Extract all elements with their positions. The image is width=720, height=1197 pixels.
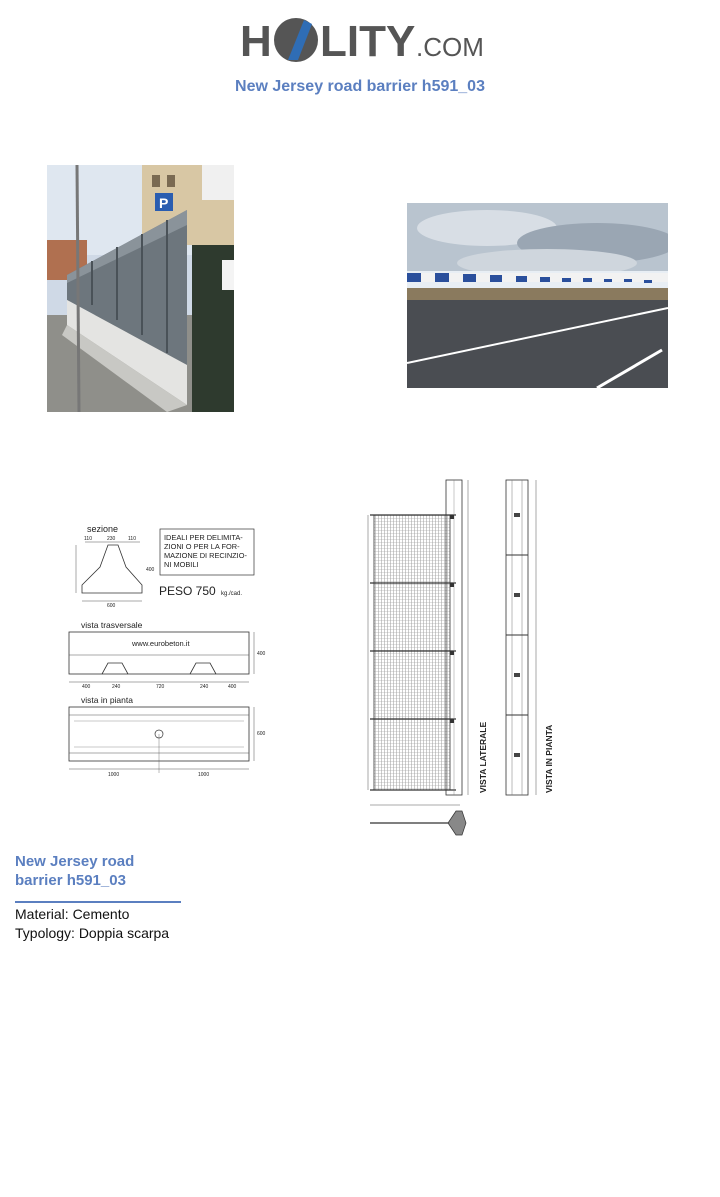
product-name-line-2: barrier h591_03 (15, 872, 126, 889)
dim-t-240b: 240 (200, 684, 209, 690)
logo-text-rest: LITY (320, 17, 416, 66)
note-line-3: MAZIONE DI RECINZIO- (164, 551, 247, 560)
section-shape (82, 545, 142, 593)
label-vista-laterale: VISTA LATERALE (478, 721, 488, 793)
mesh-panel (374, 515, 450, 790)
spec-typology: Typology: Doppia scarpa (15, 925, 170, 941)
technical-drawing-sections (60, 515, 270, 785)
divider (15, 901, 181, 903)
dim-400: 400 (146, 567, 155, 573)
dim-p-1000b: 1000 (198, 772, 210, 778)
label-vista-in-pianta: vista in pianta (81, 695, 133, 705)
product-name-line-1: New Jersey road (15, 853, 135, 870)
barrier-fence-photo (47, 165, 234, 412)
logo-o-icon (274, 18, 318, 62)
logo-suffix: .COM (416, 32, 484, 62)
dim-t-height: 400 (257, 651, 266, 657)
label-vista-in-pianta-right: VISTA IN PIANTA (544, 724, 554, 793)
road-barrier-photo (407, 203, 668, 388)
peso-unit: kg./cad. (221, 591, 243, 597)
label-vista-trasversale: vista trasversale (81, 620, 143, 630)
note-line-1: IDEALI PER DELIMITA- (164, 533, 243, 542)
post-pianta (506, 480, 528, 795)
note-line-2: ZIONI O PER LA FOR- (164, 542, 240, 551)
holity-logo[interactable] (240, 10, 485, 70)
technical-drawing-panels (360, 475, 570, 840)
dim-p-1000a: 1000 (108, 772, 120, 778)
dim-t-400a: 400 (82, 684, 91, 690)
peso-label: PESO 750 (159, 584, 216, 598)
logo-text: H (240, 17, 272, 66)
dim-600: 600 (107, 603, 116, 609)
spec-material: Material: Cemento (15, 906, 130, 922)
dim-p-600: 600 (257, 731, 266, 737)
dim-110-left: 110 (84, 536, 92, 542)
note-line-4: NI MOBILI (164, 560, 199, 569)
dim-110-right: 110 (128, 536, 136, 542)
foot-detail (448, 811, 466, 835)
website-label: www.eurobeton.it (132, 639, 190, 648)
page-title: New Jersey road barrier h591_03 (235, 78, 485, 95)
label-sezione: sezione (87, 524, 119, 534)
dim-230: 230 (107, 536, 116, 542)
product-name (15, 852, 185, 890)
dim-t-240a: 240 (112, 684, 121, 690)
dim-t-400b: 400 (228, 684, 237, 690)
dim-t-720: 720 (156, 684, 165, 690)
svg-text:P: P (159, 195, 169, 211)
